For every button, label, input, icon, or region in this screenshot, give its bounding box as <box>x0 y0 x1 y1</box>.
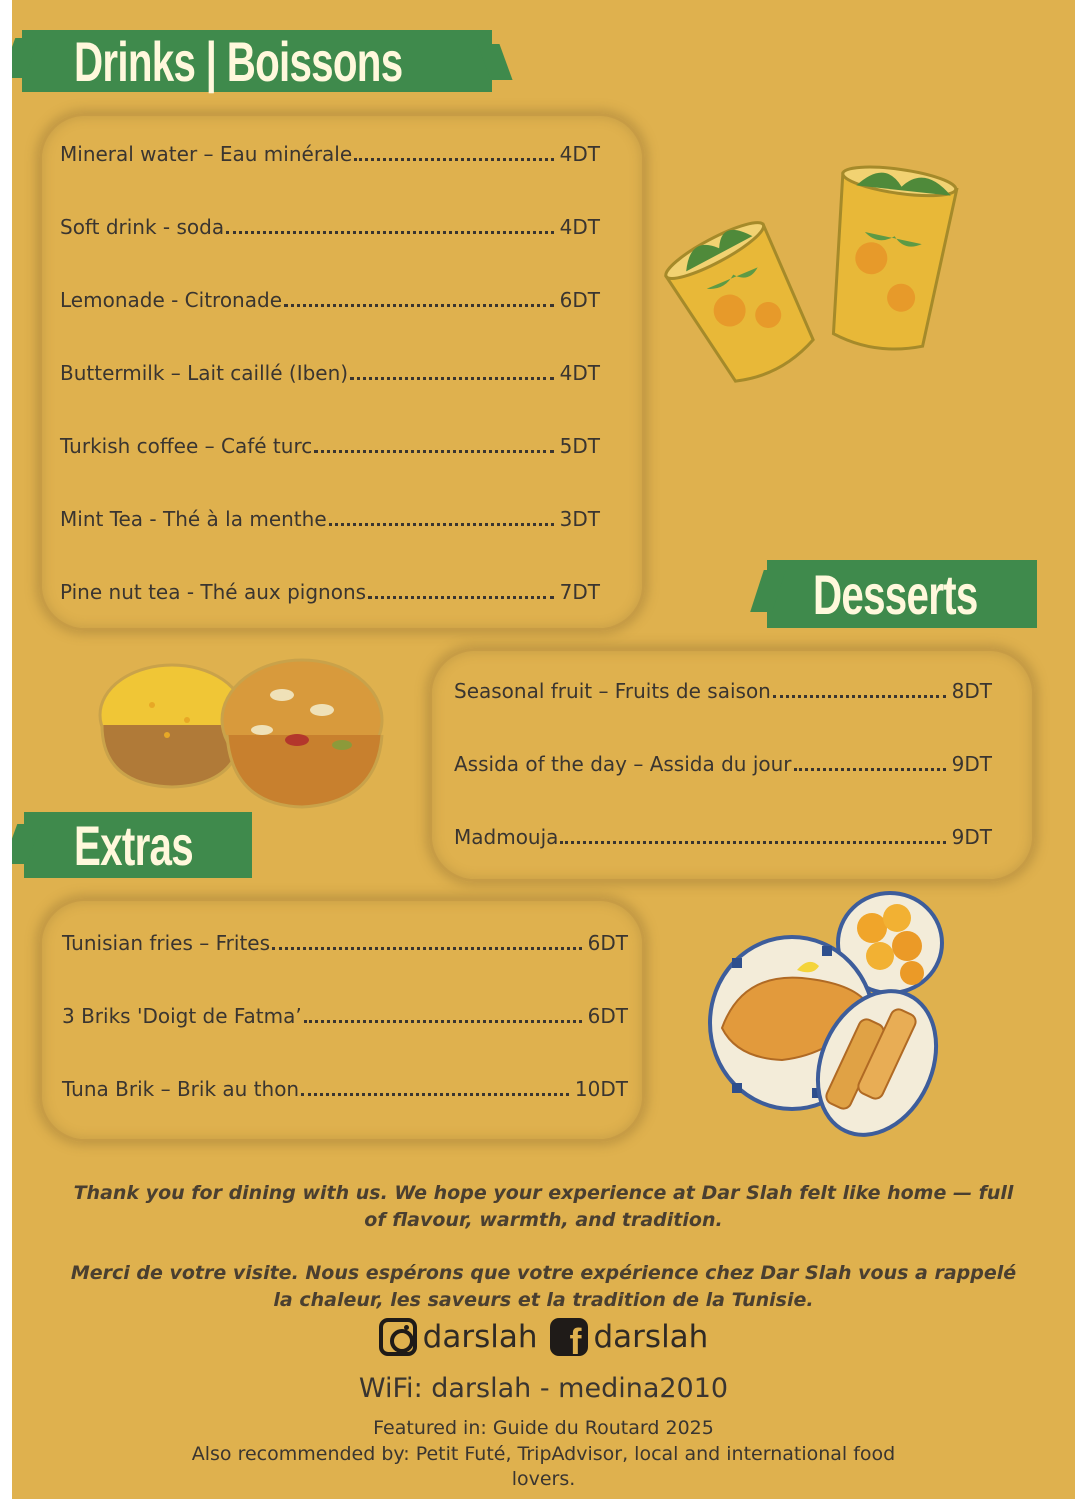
social-links <box>12 1318 1075 1362</box>
brik-plates-illustration <box>702 888 957 1153</box>
menu-item: Tunisian fries – Frites 6DT <box>62 931 628 955</box>
instagram-icon[interactable] <box>379 1318 417 1356</box>
extras-title: Extras <box>74 813 193 877</box>
wifi-info: WiFi: darslah - medina2010 <box>358 1373 729 1404</box>
mint-tea-illustration <box>652 150 962 400</box>
menu-item: Turkish coffee – Café turc 5DT <box>60 434 600 458</box>
menu-item: Buttermilk – Lait caillé (Iben) 4DT <box>60 361 600 385</box>
menu-item: Mint Tea - Thé à la menthe 3DT <box>60 507 600 531</box>
extras-banner <box>24 812 252 878</box>
menu-item: Lemonade - Citronade 6DT <box>60 288 600 312</box>
drinks-title: Drinks | Boissons <box>74 29 403 93</box>
facebook-icon[interactable]: f <box>550 1318 588 1356</box>
menu-item: Madmouja 9DT <box>454 825 992 849</box>
menu-item: Mineral water – Eau minérale 4DT <box>60 142 600 166</box>
desserts-title: Desserts <box>813 562 978 626</box>
facebook-handle[interactable]: darslah <box>593 1319 709 1355</box>
recommended-by: Also recommended by: Petit Futé, TripAdvisor, local and international food lovers. <box>191 1443 896 1490</box>
instagram-handle[interactable]: darslah <box>422 1319 538 1355</box>
drinks-list <box>39 113 645 631</box>
thanks-english: Thank you for dining with us. We hope your experience at Dar Slah felt like home — full of flavour, warmth, and tradition. <box>73 1182 1014 1231</box>
extras-list <box>39 898 645 1142</box>
featured-in: Featured in: Guide du Routard 2025 <box>373 1417 714 1439</box>
thanks-french: Merci de votre visite. Nous espérons que votre expérience chez Dar Slah vous a rappelé la chaleur, les saveurs et la tradition de la Tunisie. <box>70 1262 1017 1311</box>
menu-item: Soft drink - soda 4DT <box>60 215 600 239</box>
menu-item: 3 Briks 'Doigt de Fatma’ 6DT <box>62 1004 628 1028</box>
menu-item: Assida of the day – Assida du jour 9DT <box>454 752 992 776</box>
menu-item: Seasonal fruit – Fruits de saison 8DT <box>454 679 992 703</box>
dessert-bowls-illustration <box>92 635 392 820</box>
desserts-list <box>429 648 1035 882</box>
menu-item: Pine nut tea - Thé aux pignons 7DT <box>60 580 600 604</box>
drinks-banner <box>22 30 492 92</box>
menu-page <box>12 0 1075 1499</box>
menu-item: Tuna Brik – Brik au thon 10DT <box>62 1077 628 1101</box>
desserts-banner <box>767 560 1037 628</box>
